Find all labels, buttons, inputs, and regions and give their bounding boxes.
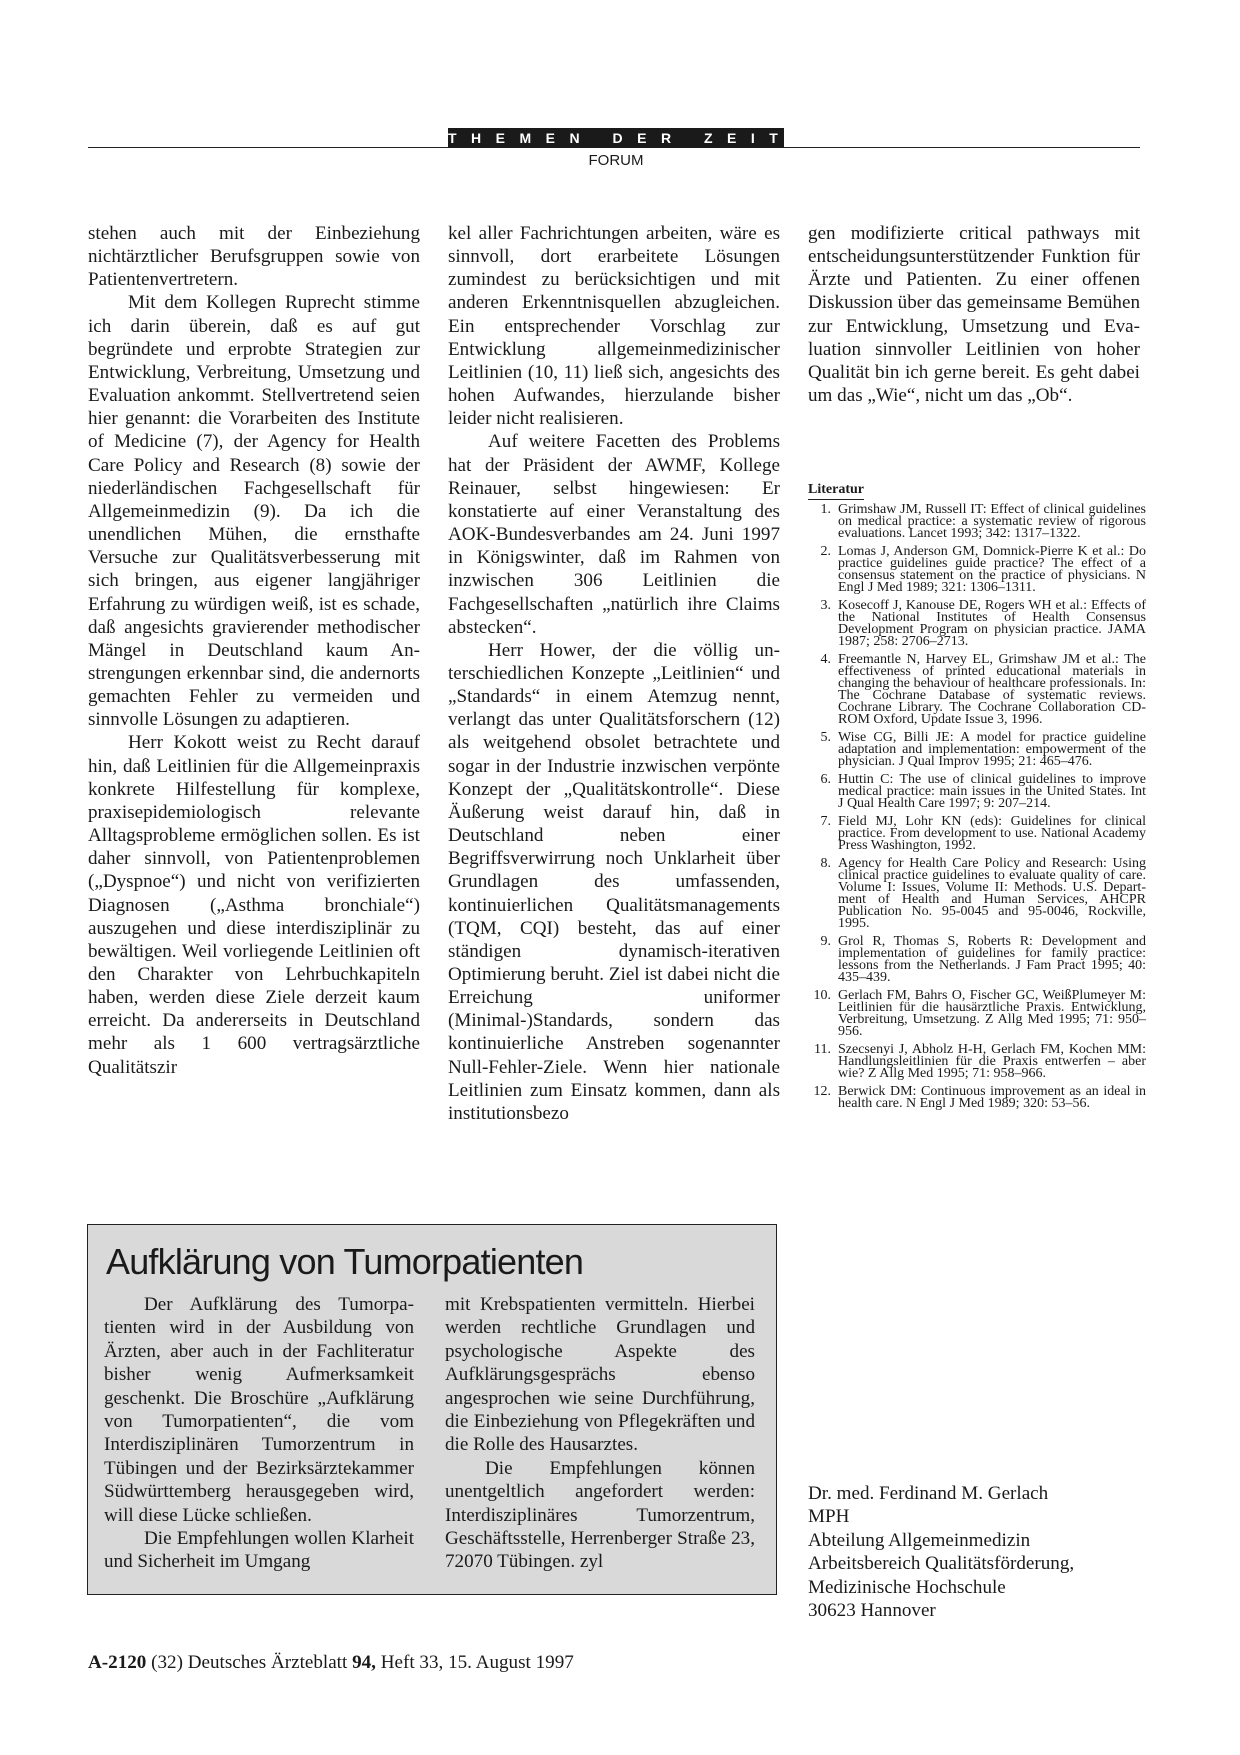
author-line: Abteilung Allgemeinmedizin bbox=[808, 1529, 1031, 1551]
author-line: Arbeitsbereich Qualitätsförderung, bbox=[808, 1553, 1075, 1575]
reference-text: Wise CG, Billi JE: A model for practice guideline adaptation and implementation: empowerment of the physician. J Qual Improv 1995; 21: 465–476. bbox=[838, 729, 1146, 770]
author-block bbox=[808, 1482, 1138, 1622]
article-paragraph: kel aller Fachrichtungen arbeiten, wäre es sinnvoll, dort erarbeitete Lösungen zumindest zu berücksichtigen und mit anderen Erkenntnisquellen abzugleichen. Ein entsprechender Vorschlag zur Entwicklung allgemeinmedizinischer Leitlinien (10, 11) ließ sich, angesichts des hohen Aufwandes, hierzulande bisher leider nicht realisieren. bbox=[448, 223, 780, 430]
reference-item bbox=[808, 1083, 1146, 1111]
reference-item bbox=[808, 1041, 1146, 1081]
reference-number: 7. bbox=[820, 813, 831, 829]
reference-number: 11. bbox=[814, 1041, 831, 1057]
reference-text: Field MJ, Lohr KN (eds): Guidelines for clinical practice. From development to use. National Academy Press Washington, 1992. bbox=[838, 813, 1146, 853]
reference-text: Huttin C: The use of clinical guidelines to improve medical practice: main issues in the United States. Int J Qual Health Care 1997; 9: 207–214. bbox=[838, 771, 1146, 812]
reference-text: Szecsenyi J, Abholz H-H, Gerlach FM, Kochen MM: Handlungsleitlinien für die Praxis entwerfen – aber wie? Z Allg Med 1995; 71: 958–966. bbox=[838, 1041, 1146, 1081]
article-paragraph: gen modifizierte critical pathways mit entscheidungsunterstützender Funktion für Ärzte und Patienten. Zu einer offenen Diskussion über das gemeinsame Bemühen zur Entwicklung, Umsetzung und Evaluation sinnvoller Leitlinien von hoher Qualität bin ich gerne bereit. Es geht dabei um das „Wie“, nicht um das „Ob“. bbox=[808, 223, 1140, 407]
author-line: MPH bbox=[808, 1506, 850, 1528]
info-box-column-1 bbox=[104, 1293, 414, 1574]
reference-number: 10. bbox=[813, 987, 831, 1003]
article-paragraph: Auf weitere Facetten des Problems hat der Präsident der AWMF, Kollege Reinauer, selbst hingewiesen: Er konstatierte auf einer Veranstaltung des AOK-Bundesverbandes am 24. Juni 1997 in Königswinter, daß im Rahmen von inzwischen 306 Leitlinien die Fachgesellschaften „natürlich ihre Claims abstecken“. bbox=[448, 431, 780, 638]
reference-number: 5. bbox=[820, 729, 831, 745]
article-column-3 bbox=[808, 222, 1140, 407]
reference-item bbox=[808, 771, 1146, 812]
reference-item bbox=[808, 597, 1146, 650]
article-paragraph: Mit dem Kollegen Ruprecht stimme ich darin überein, daß es auf gut begründete und erprobte Strategien zur Entwicklung, Verbreitung, Umsetzung und Evaluation ankommt. Stellvertretend seien hier genannt: die Vorarbeiten des Institute of Medicine (7), der Agency for Health Care Policy and Research (8) sowie der niederländischen Fachgesellschaft für Allgemeinmedizin (9). Da ich die unendlichen Mühen, die ernsthafte Versuche zur Qualitätsverbesserung mit sich bringen, aus eigener langjähriger Erfahrung zu würdigen weiß, ist es schade, daß angesichts gravierender methodischer Mängel in Deutschland kaum Anstrengungen erkennbar sind, die andernorts gemachten Fehler zu vermeiden und sinnvolle Lösungen zu adaptieren. bbox=[88, 292, 420, 731]
footer-volume: 94, bbox=[352, 1652, 376, 1673]
reference-text: Kosecoff J, Kanouse DE, Rogers WH et al.: Effects of the National Institutes of Health Consensus Development Program on physician practice. JAMA 1987; 258: 2706–2713. bbox=[838, 597, 1146, 650]
author-line: 30623 Hannover bbox=[808, 1600, 936, 1622]
article-column-1 bbox=[88, 222, 420, 1079]
reference-item bbox=[808, 543, 1146, 596]
author-line: Dr. med. Ferdinand M. Gerlach bbox=[808, 1483, 1049, 1504]
page-id: A-2120 bbox=[88, 1652, 147, 1673]
reference-number: 3. bbox=[820, 597, 831, 613]
reference-text: Grol R, Thomas S, Roberts R: Development and implementation of guidelines for family practice: lessons from the Netherlands. J Fam Pract 1995; 40: 435–439. bbox=[838, 933, 1146, 986]
reference-number: 9. bbox=[820, 933, 831, 949]
reference-text: Gerlach FM, Bahrs O, Fischer GC, WeißPlumeyer M: Leitlinien für die hausärztliche Praxis. Entwicklung, Verbreitung, Umsetzung. Z Allg Med 1995; 71: 950–956. bbox=[838, 987, 1146, 1039]
reference-number: 1. bbox=[820, 502, 831, 517]
info-box-column-2 bbox=[445, 1293, 755, 1574]
reference-text: Lomas J, Anderson GM, Domnick-Pierre K et al.: Do practice guidelines guide practice? The effect of a consensus statement on the practice of physicians. N Engl J Med 1989; 321: 1306–1311. bbox=[838, 543, 1146, 596]
footer-journal: (32) Deutsches Ärzteblatt bbox=[151, 1652, 348, 1673]
reference-number: 2. bbox=[820, 543, 831, 559]
reference-item bbox=[808, 933, 1146, 986]
reference-text: Freemantle N, Harvey EL, Grimshaw JM et al.: The effectiveness of printed educational materials in changing the behaviour of healthcare professionals. In: The Cochrane Database of systematic reviews. Cochrane Library. The Cochrane Collaboration CD-ROM Oxford, Update Issue 3, 1996. bbox=[838, 651, 1146, 728]
reference-number: 4. bbox=[820, 651, 831, 667]
reference-item bbox=[808, 987, 1146, 1039]
author-line: Medizinische Hochschule bbox=[808, 1576, 1006, 1598]
reference-number: 12. bbox=[813, 1083, 831, 1099]
reference-list bbox=[808, 504, 1146, 1115]
article-column-2 bbox=[448, 222, 780, 1125]
info-box-paragraph: Der Aufklärung des Tumorpatienten wird in der Ausbildung von Ärzten, aber auch in der Fachliteratur bisher wenig Aufmerksamkeit geschenkt. Die Broschüre „Aufklärung von Tumorpatienten“, die vom Interdisziplinären Tumorzentrum in Tübingen und der Bezirksärztekammer Südwürttemberg herausgegeben wird, will diese Lücke schließen. bbox=[104, 1294, 414, 1526]
reference-item bbox=[808, 504, 1146, 540]
reference-text: Berwick DM: Continuous improvement as an ideal in health care. N Engl J Med 1989; 320: 53–56. bbox=[838, 1083, 1146, 1111]
reference-text: Agency for Health Care Policy and Research: Using clinical practice guidelines to evaluate quality of care. Volume I: Issues, Volume II: Methods. U.S. Department of Health and Human Services, AHCPR Publication No. 95-0045 and 95-0046, Rockville, 1995. bbox=[838, 855, 1146, 932]
info-box bbox=[87, 1224, 777, 1595]
footer-issue: Heft 33, 15. August 1997 bbox=[380, 1652, 574, 1673]
reference-text: Grimshaw JM, Russell IT: Effect of clinical guidelines on medical practice: a systematic review of rigorous evaluations. Lancet 1993; 342: 1317–1322. bbox=[838, 502, 1146, 542]
info-box-paragraph: Die Empfehlungen können unentgeltlich angefordert werden: Interdisziplinäres Tumorzentrum, Geschäftsstelle, Herrenberger Straße 23, 72070 Tübingen. zyl bbox=[445, 1457, 755, 1573]
page-footer bbox=[88, 1652, 574, 1674]
reference-number: 6. bbox=[820, 771, 831, 787]
reference-item bbox=[808, 729, 1146, 770]
info-box-title: Aufklärung von Tumorpatienten bbox=[106, 1241, 584, 1282]
literature-heading: Literatur bbox=[808, 482, 864, 500]
reference-number: 8. bbox=[820, 855, 831, 871]
reference-item bbox=[808, 855, 1146, 932]
reference-item bbox=[808, 651, 1146, 728]
article-paragraph: Herr Kokott weist zu Recht darauf hin, daß Leitlinien für die Allgemeinpraxis konkrete Hilfestellung für komplexe, praxisepidemiologisch relevante Alltagsprobleme ermöglichen sollen. Es ist daher sinnvoll, von Patientenproblemen („Dyspnoe“) und nicht von verifizierten Diagnosen („Asthma bronchiale“) auszugehen und diese interdisziplinär zu bewältigen. Weil vorliegende Leitlinien oft den Charakter von Lehrbuchkapiteln haben, werden diese Ziele derzeit kaum erreicht. Da andererseits in Deutschland mehr als 1 600 vertragsärztliche Qualitätszir bbox=[88, 732, 420, 1078]
section-subtitle: FORUM bbox=[588, 152, 644, 169]
section-banner: THEMEN DER ZEIT bbox=[448, 130, 793, 146]
info-box-paragraph: mit Krebspatienten vermitteln. Hierbei werden rechtliche Grundlagen und psychologische Aspekte des Aufklärungsgesprächs ebenso angesprochen wie seine Durchführung, die Einbeziehung von Pflegekräften und die Rolle des Hausarztes. bbox=[445, 1294, 755, 1456]
article-paragraph: stehen auch mit der Einbeziehung nichtärztlicher Berufsgruppen sowie von Patientenvertretern. bbox=[88, 223, 420, 291]
article-paragraph: Herr Hower, der die völlig unterschiedlichen Konzepte „Leitlinien“ und „Standards“ in einem Atemzug nennt, verlangt das unter Qualitätsforschern (12) als weitgehend obsolet betrachtete und sogar in der Industrie inzwischen verpönte Konzept der „Qualitätskontrolle“. Diese Äußerung weist darauf hin, daß in Deutschland neben einer Begriffsverwirrung noch Unklarheit über Grundlagen des umfassenden, kontinuierlichen Qualitätsmanagements (TQM, CQI) besteht, das auf einer ständigen dynamisch-iterativen Optimierung beruht. Ziel ist dabei nicht die Erreichung uniformer (Minimal-)Standards, sondern das kontinuierliche Anstreben sogenannter Null-Fehler-Ziele. Wenn hier nationale Leitlinien zum Einsatz kommen, dann als institutionsbezo bbox=[448, 639, 780, 1124]
reference-item bbox=[808, 813, 1146, 853]
info-box-paragraph: Die Empfehlungen wollen Klarheit und Sicherheit im Umgang bbox=[104, 1528, 414, 1573]
